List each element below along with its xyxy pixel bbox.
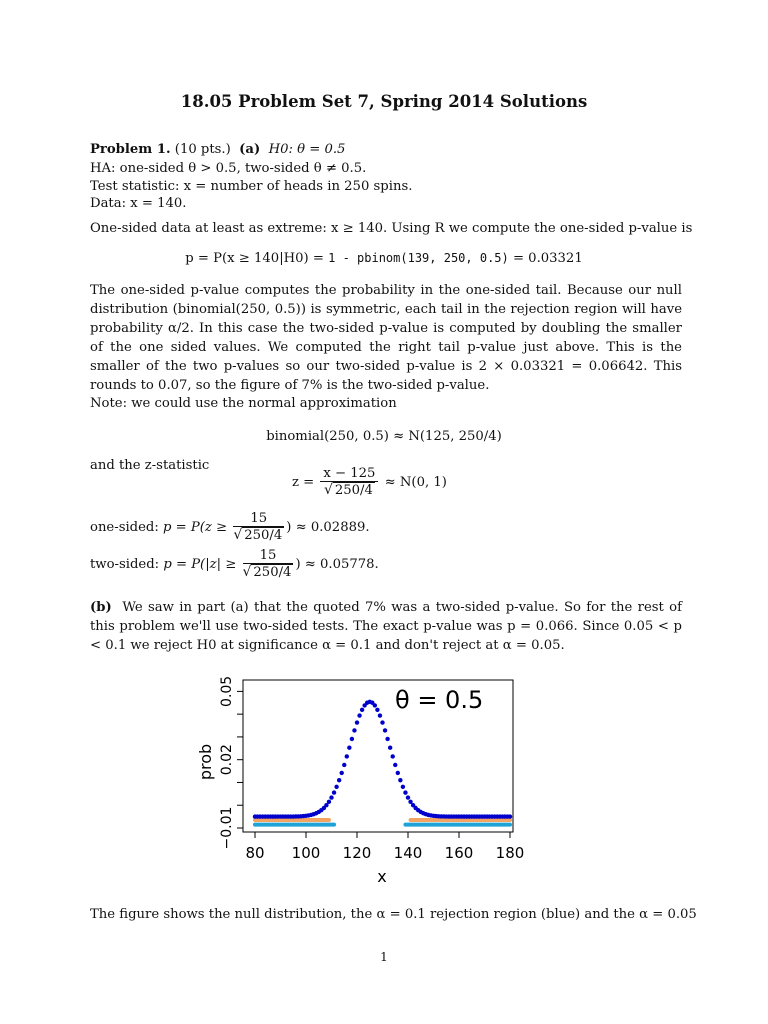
page-title: 18.05 Problem Set 7, Spring 2014 Solutions: [180, 92, 588, 111]
fraction-denominator: √ 250/4: [242, 564, 292, 580]
z-lhs: z =: [292, 475, 315, 490]
pmf-point: [352, 728, 356, 732]
two-sided-rhs: ) ≈ 0.05778.: [295, 557, 379, 572]
pmf-point: [360, 708, 364, 712]
fraction-denominator: √ 250/4: [233, 527, 283, 543]
test-statistic: Test statistic: x = number of heads in 250 spins.: [90, 179, 413, 194]
pmf-point: [375, 708, 379, 712]
approx-equation: binomial(250, 0.5) ≈ N(125, 250/4): [266, 429, 502, 444]
pmf-point: [398, 778, 402, 782]
one-sided-lhs: p = P(z ≥: [163, 520, 228, 535]
page-number: 1: [380, 950, 388, 964]
problem-label: Problem 1.: [90, 142, 171, 157]
chart-title: θ = 0.5: [395, 686, 484, 714]
x-axis-label: x: [377, 867, 387, 886]
p-value-equation: [0, 249, 768, 268]
pmf-point: [345, 754, 349, 758]
fraction-numerator: 15: [243, 548, 294, 564]
pmf-point: [378, 713, 382, 717]
p-eq-prefix: p = P(x ≥ 140|H0) =: [185, 251, 329, 266]
problem-points: (10 pts.): [174, 142, 231, 157]
y-axis-label: prob: [196, 743, 215, 781]
figure-caption: The figure shows the null distribution, the α = 0.1 rejection region (blue) and the α = 0.05: [90, 907, 697, 922]
pmf-point: [508, 814, 512, 818]
pmf-point: [396, 771, 400, 775]
null-distribution-chart: [185, 670, 545, 890]
x-tick-label: 160: [444, 844, 474, 862]
pmf-point: [334, 785, 338, 789]
note-line: Note: we could use the normal approximation: [90, 396, 397, 411]
part-a-label: (a): [239, 142, 261, 157]
pmf-point: [350, 737, 354, 741]
alternative-hypothesis: HA: one-sided θ > 0.5, two-sided θ ≠ 0.5.: [90, 161, 367, 176]
one-sided-label: one-sided:: [90, 520, 159, 535]
pmf-point: [388, 746, 392, 750]
two-sided-z: [90, 548, 682, 581]
z-denominator: √ 250/4: [323, 482, 373, 498]
pmf-point: [373, 703, 377, 707]
y-tick-label: −0.01: [219, 806, 235, 850]
pmf-point: [340, 771, 344, 775]
pmf-point: [332, 790, 336, 794]
pmf-point: [329, 795, 333, 799]
pmf-point: [357, 713, 361, 717]
two-sided-fraction: [243, 548, 294, 581]
p-eq-suffix: = 0.03321: [508, 251, 583, 266]
part-b-text: We saw in part (a) that the quoted 7% was a two-sided p-value. So for the rest of this problem we'll use two-sided tests. The exact p-value was p = 0.066. Since 0.05 < p < 0.1 we reject H0 at significance α = 0.1 and don't reject at α = 0.05.: [90, 600, 682, 653]
z-fraction: [320, 466, 378, 499]
z-rhs: ≈ N(0, 1): [384, 475, 447, 490]
x-tick-label: 140: [393, 844, 423, 862]
one-sided-z: [90, 511, 682, 544]
data-line: Data: x = 140.: [90, 196, 187, 211]
x-tick-label: 180: [495, 844, 525, 862]
pmf-point: [403, 790, 407, 794]
fraction-numerator: 15: [233, 511, 284, 527]
pmf-point: [347, 746, 351, 750]
pmf-point: [383, 728, 387, 732]
y-tick-label: 0.02: [219, 744, 235, 776]
r-code: 1 - pbinom(139, 250, 0.5): [328, 251, 509, 265]
pmf-point: [342, 763, 346, 767]
pmf-points: [253, 700, 512, 819]
pmf-point: [327, 800, 331, 804]
part-b-paragraph: [90, 598, 682, 655]
x-tick-label: 120: [342, 844, 372, 862]
one-sided-rhs: ) ≈ 0.02889.: [286, 520, 370, 535]
one-sided-intro: One-sided data at least as extreme: x ≥ 140. Using R we compute the one-sided p-value is: [90, 221, 693, 236]
pmf-point: [380, 720, 384, 724]
paragraph-one-sided: The one-sided p-value computes the probability in the one-sided tail. Because our null distribution (binomial(250, 0.5)) is symmetric, each tail in the rejection region will have probability α/2. In this case the two-sided p-value is computed by doubling the smaller of the one sided values. We computed the right tail p-value just above. This is the smaller of the two p-values so our two-sided p-value is 2 × 0.03321 = 0.06642. This rounds to 0.07, so the figure of 7% is the two-sided p-value.: [90, 283, 682, 393]
one-sided-fraction: [233, 511, 284, 544]
pmf-point: [391, 754, 395, 758]
z-numerator: x − 125: [320, 466, 378, 482]
z-equation: [292, 466, 447, 499]
pmf-point: [406, 795, 410, 799]
pmf-point: [401, 785, 405, 789]
null-hypothesis: H0: θ = 0.5: [268, 142, 346, 157]
rejection-regions: [255, 820, 510, 825]
pmf-point: [337, 778, 341, 782]
y-tick-label: 0.05: [219, 675, 235, 707]
pmf-point: [393, 763, 397, 767]
z-intro: and the z-statistic: [90, 458, 210, 473]
part-b-label: (b): [90, 600, 112, 615]
pmf-point: [355, 720, 359, 724]
pmf-point: [385, 737, 389, 741]
two-sided-lhs: p = P(|z| ≥: [163, 557, 237, 572]
x-tick-label: 80: [245, 844, 265, 862]
problem-1-header: [90, 140, 682, 159]
x-tick-label: 100: [291, 844, 321, 862]
two-sided-label: two-sided:: [90, 557, 160, 572]
